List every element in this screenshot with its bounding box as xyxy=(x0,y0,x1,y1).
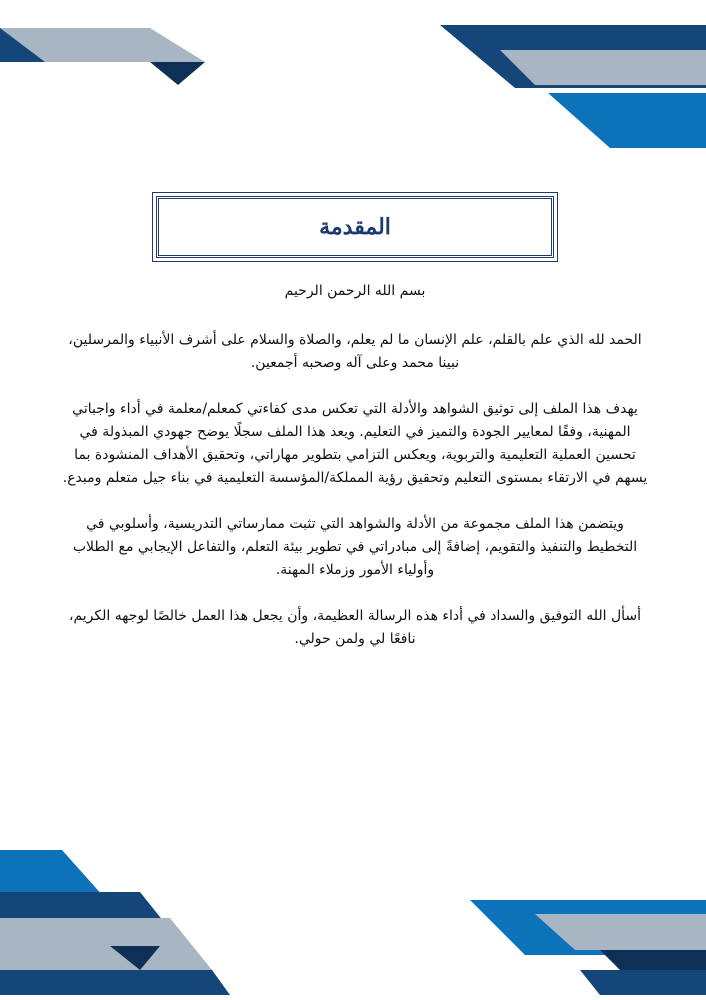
page-title: المقدمة xyxy=(319,214,391,240)
header-right-blue-band xyxy=(548,93,706,148)
footer-left-navy-bottom xyxy=(0,970,230,995)
footer-left-gray-band xyxy=(0,918,212,970)
header-right-gray-band xyxy=(500,50,706,85)
footer-right-dark-triangle xyxy=(600,950,706,970)
paragraph-contents: ويتضمن هذا الملف مجموعة من الأدلة والشواهد التي تثبت ممارساتي التدريسية، وأسلوبي في التخطيط والتنفيذ والتقويم، إضافةً إلى مبادراتي في تطوير بيئة التعلم، والتفاعل الإيجابي مع الطلاب وأولياء الأمور وزملاء المهنة. xyxy=(72,516,638,578)
header-decoration xyxy=(0,0,706,160)
paragraph-praise: الحمد لله الذي علم بالقلم، علم الإنسان ما لم يعلم، والصلاة والسلام على أشرف الأنبياء والمرسلين، نبينا محمد وعلى آله وصحبه أجمعين. xyxy=(68,332,642,371)
paragraph-closing: أسأل الله التوفيق والسداد في أداء هذه الرسالة العظيمة، وأن يجعل هذا العمل خالصًا لوجهه الكريم، نافعًا لي ولمن حولي. xyxy=(68,608,642,647)
footer-right-navy-band xyxy=(580,970,706,995)
document-body xyxy=(62,280,648,674)
basmala: بسم الله الرحمن الرحيم xyxy=(284,283,426,299)
footer-decoration xyxy=(0,830,706,1000)
header-left-dark-triangle xyxy=(150,62,205,85)
paragraph-purpose: يهدف هذا الملف إلى توثيق الشواهد والأدلة التي تعكس مدى كفاءتي كمعلم/معلمة في أداء واجباتي المهنية، وفقًا لمعايير الجودة والتميز في التعليم. ويعد هذا الملف سجلًا يوضح جهودي المبذولة في تحسين العملية التعليمية والتربوية، ويعكس التزامي بتطوير مهاراتي، وتحقيق الأهداف المنشودة بما يسهم في الارتقاء بمستوى التعليم وتحقيق رؤية المملكة/المؤسسة التعليمية في بناء جيل متعلم ومبدع. xyxy=(62,401,648,486)
title-frame xyxy=(156,196,554,258)
